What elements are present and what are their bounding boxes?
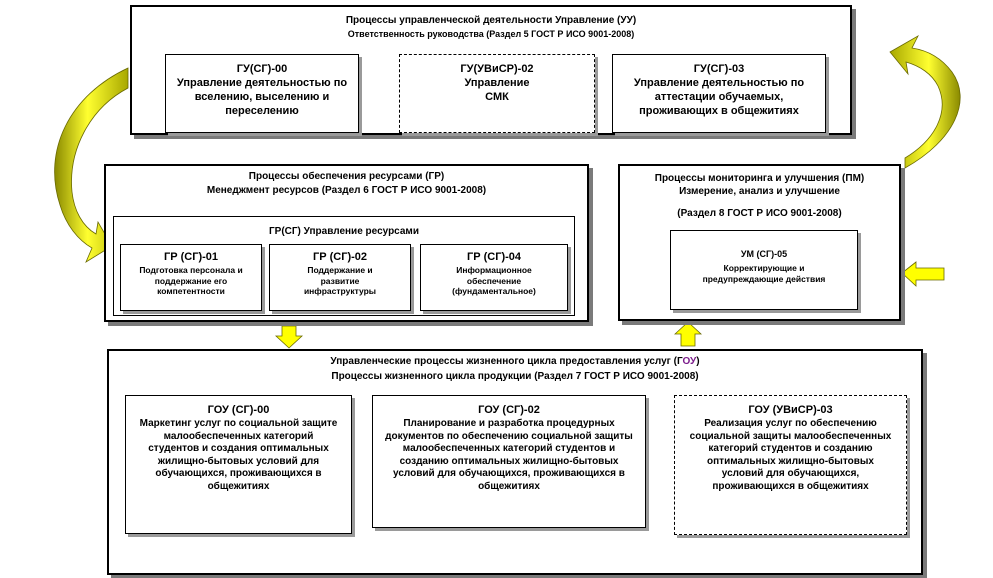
process-desc: Управление СМК [464, 77, 530, 103]
process-gou-03 [674, 395, 907, 535]
management-processes-box [130, 5, 852, 135]
process-gr-01 [120, 244, 262, 311]
resources-processes-box [104, 164, 589, 322]
process-code: ГР (СГ)-02 [312, 251, 368, 263]
resources-subtitle: Менеджмент ресурсов (Раздел 6 ГОСТ Р ИСО 9001-2008) [206, 185, 487, 196]
process-desc: Планирование и разработка процедурных документов по обеспечению социальной защиты малообеспеченных категорий студентов и созданию оптимальных жилищно-бытовых условий для обучающихся, проживающихся в общежитиях [385, 418, 633, 492]
monitoring-section: (Раздел 8 ГОСТ Р ИСО 9001-2008) [677, 208, 842, 219]
process-code: ГОУ (УВиСР)-03 [748, 404, 833, 416]
management-subtitle: Ответственность руководства (Раздел 5 ГОСТ Р ИСО 9001-2008) [347, 29, 635, 39]
resources-title: Процессы обеспечения ресурсами (ГР) [248, 171, 445, 182]
monitoring-processes-box [618, 164, 901, 321]
process-desc: Подготовка персонала и поддержание его компетентности [139, 265, 243, 297]
process-gu-00 [165, 54, 359, 133]
process-gu-03 [612, 54, 826, 133]
resources-group [113, 216, 575, 316]
process-code: ГУ(УВиСР)-02 [460, 63, 534, 75]
process-desc: Поддержание и развитие инфраструктуры [303, 265, 377, 297]
lifecycle-title-main: Управленческие процессы жизненного цикла предоставления услуг (Г [330, 356, 683, 367]
monitoring-subtitle: Измерение, анализ и улучшение [679, 186, 840, 197]
process-desc: Корректирующие и предупреждающие действия [702, 263, 826, 284]
resources-group-title: ГР(СГ) Управление ресурсами [269, 226, 419, 237]
process-code: ГОУ (СГ)-00 [207, 404, 270, 416]
process-code: ГУ(СГ)-00 [236, 63, 288, 75]
process-desc: Управление деятельностью по аттестации обучаемых, проживающих в общежитиях [633, 77, 805, 117]
process-code: ГОУ (СГ)-02 [478, 404, 540, 416]
process-gu-02 [399, 54, 595, 133]
process-um-05 [670, 230, 858, 310]
process-desc: Реализация услуг по обеспечению социальной защиты малообеспеченных категорий студентов и созданию оптимальных жилищно-бытовых условий для обучающихся, проживающихся в общежитиях [689, 418, 892, 492]
management-title: Процессы управленческой деятельности Управление (УУ) [345, 15, 637, 26]
process-desc: Информационное обеспечение (фундаментальное) [452, 265, 536, 297]
process-gr-02 [269, 244, 411, 311]
lifecycle-title [109, 356, 921, 369]
lifecycle-processes-box [107, 349, 923, 575]
process-code: УМ (СГ)-05 [740, 249, 788, 259]
lifecycle-title-highlight: ОУ [682, 356, 697, 367]
process-code: ГР (СГ)-04 [466, 251, 522, 263]
process-desc: Управление деятельностью по вселению, выселению и переселению [176, 77, 348, 117]
process-code: ГУ(СГ)-03 [693, 63, 745, 75]
process-gr-04 [420, 244, 568, 311]
process-gou-02 [372, 395, 646, 528]
process-gou-00 [125, 395, 352, 534]
curved-arrow-right [890, 36, 960, 168]
up-arrow [675, 322, 701, 346]
down-arrow [276, 326, 302, 348]
process-desc: Маркетинг услуг по социальной защите малообеспеченных категорий студентов и создания оптимальных жилищно-бытовых условий для обучающихся, проживающихся в общежитиях [139, 418, 338, 492]
process-code: ГР (СГ)-01 [163, 251, 219, 263]
monitoring-title: Процессы мониторинга и улучшения (ПМ) [654, 173, 865, 184]
left-arrow-input [902, 262, 944, 286]
lifecycle-subtitle: Процессы жизненного цикла продукции (Раздел 7 ГОСТ Р ИСО 9001-2008) [331, 371, 699, 382]
lifecycle-title-end: ) [696, 356, 700, 367]
